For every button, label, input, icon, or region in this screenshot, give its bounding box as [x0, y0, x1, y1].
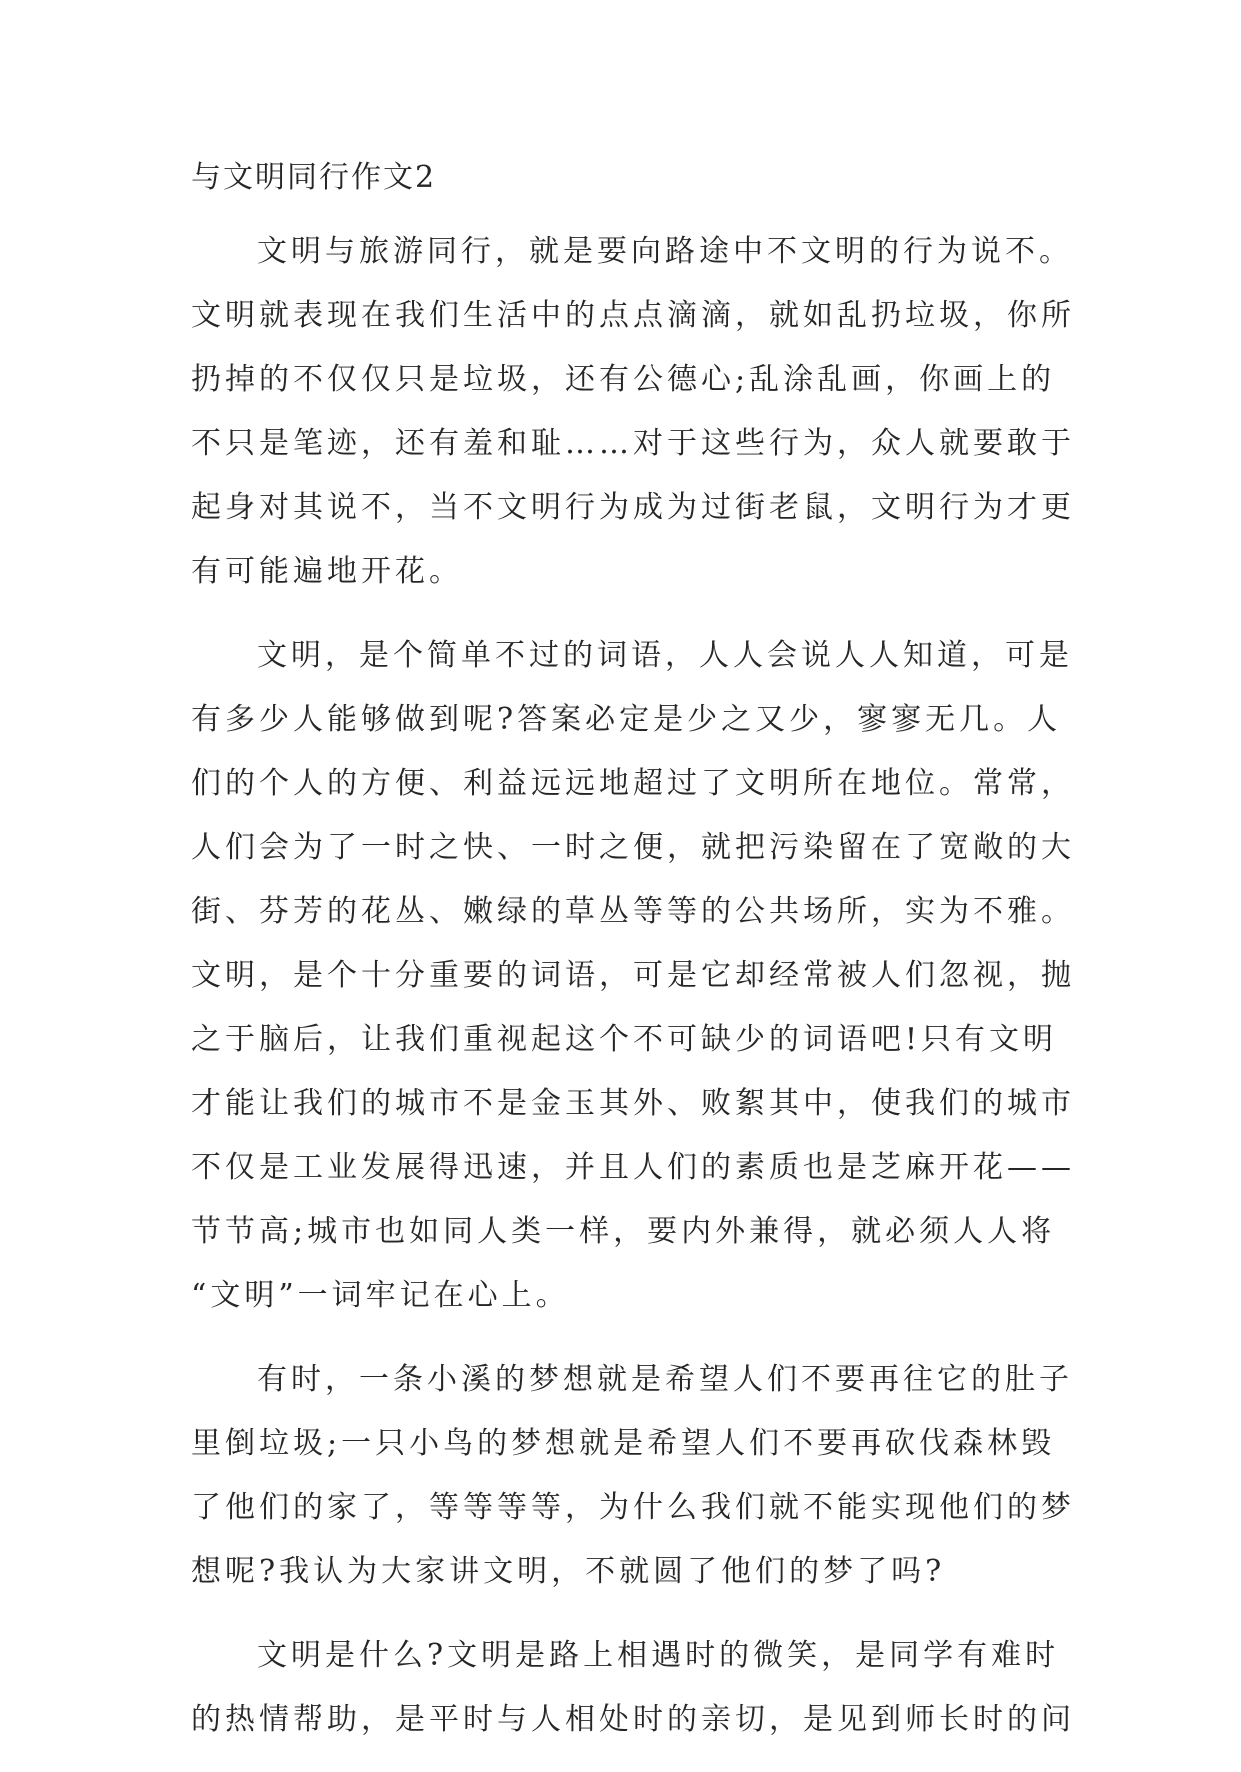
text-line: 文明就表现在我们生活中的点点滴滴，就如乱扔垃圾，你所	[191, 298, 1075, 333]
text-line: 想呢?我认为大家讲文明，不就圆了他们的梦了吗?	[191, 1554, 946, 1589]
document-title: 与文明同行作文2	[191, 160, 437, 195]
text-line: 文明，是个十分重要的词语，可是它却经常被人们忽视，抛	[191, 958, 1075, 993]
text-line: 才能让我们的城市不是金玉其外、败絮其中，使我们的城市	[191, 1086, 1075, 1121]
text-line: “文明”一词牢记在心上。	[191, 1278, 570, 1313]
text-line: 们的个人的方便、利益远远地超过了文明所在地位。常常，	[191, 766, 1075, 801]
text-line: 人们会为了一时之快、一时之便，就把污染留在了宽敞的大	[191, 830, 1075, 865]
text-line: 了他们的家了，等等等等，为什么我们就不能实现他们的梦	[191, 1490, 1075, 1525]
text-line: 之于脑后，让我们重视起这个不可缺少的词语吧!只有文明	[191, 1022, 1058, 1057]
text-line: 文明是什么?文明是路上相遇时的微笑，是同学有难时	[257, 1638, 1060, 1673]
text-line: 文明与旅游同行，就是要向路途中不文明的行为说不。	[257, 234, 1073, 269]
paragraph-4	[191, 1624, 1075, 1752]
text-line: 有多少人能够做到呢?答案必定是少之又少，寥寥无几。人	[191, 702, 1062, 737]
text-line: 起身对其说不，当不文明行为成为过街老鼠，文明行为才更	[191, 490, 1075, 525]
paragraph-2	[191, 624, 1075, 1328]
document-page	[191, 158, 1075, 1772]
text-line: 有可能遍地开花。	[191, 554, 463, 589]
text-line: 的热情帮助，是平时与人相处时的亲切，是见到师长时的问	[191, 1702, 1075, 1737]
paragraph-1	[191, 220, 1075, 604]
text-line: 街、芬芳的花丛、嫩绿的草丛等等的公共场所，实为不雅。	[191, 894, 1075, 929]
text-line: 里倒垃圾;一只小鸟的梦想就是希望人们不要再砍伐森林毁	[191, 1426, 1056, 1461]
text-line: 不仅是工业发展得迅速，并且人们的素质也是芝麻开花——	[191, 1150, 1075, 1185]
text-line: 有时，一条小溪的梦想就是希望人们不要再往它的肚子	[257, 1362, 1073, 1397]
text-line: 节节高;城市也如同人类一样，要内外兼得，就必须人人将	[191, 1214, 1056, 1249]
text-line: 不只是笔迹，还有羞和耻……对于这些行为，众人就要敢于	[191, 426, 1075, 461]
text-line: 扔掉的不仅仅只是垃圾，还有公德心;乱涂乱画，你画上的	[191, 362, 1056, 397]
paragraph-3	[191, 1348, 1075, 1604]
text-line: 文明，是个简单不过的词语，人人会说人人知道，可是	[257, 638, 1073, 673]
